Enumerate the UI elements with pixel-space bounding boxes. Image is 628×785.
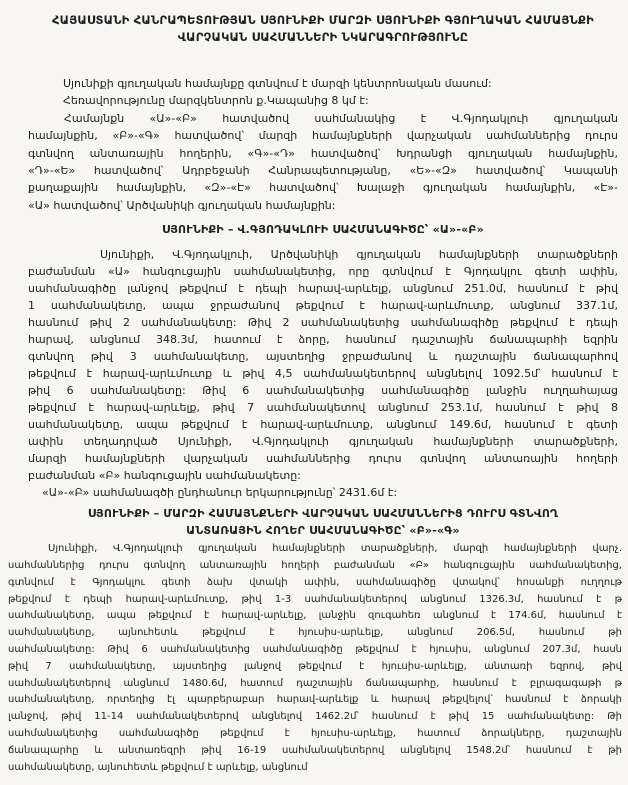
text-line: բաժանման «Բ» հանգուցային սահմանակետը: — [28, 469, 301, 483]
text-line: սահմանագիծը լանջով թեքվում է դեպի հարավ-արևելք, անցնում 251.0մ, հասնում է թիվ — [28, 282, 618, 296]
neighboring-communities-paragraph — [28, 110, 618, 214]
text-line: ճանապարհը և անտառեզրի թիվ 16-19 սահմանակետերով անցնելով 1548.2մ՝ հասնում է թի — [8, 744, 622, 756]
text-line: գտնվում է Գյոդակլու գետի ձախ վտակի ափին, սահմանագիծը վտակով՝ հոսանքի ուղղութ — [8, 576, 622, 588]
text-line: սահմաններից դուրս գտնվող անտառային հողերի բաժանման «Բ» հանգուցային սահմանակետից, — [8, 560, 622, 572]
text-line: հասնում թիվ 2 սահմանակետը: Թիվ 2 սահմանակետից սահմանագիծը թեքվում է դեպի — [28, 316, 618, 330]
text-line: սահմանակետը, այնուհետև թեքվում է հյուսիս-արևելք, անցնում 206.5մ, հասնում թի — [8, 627, 622, 639]
text-line: սահմանակետը, որտեղից էլ պարբերաբար հարավ-արևելք և հարավ թեքվելով՝ հասնում է ձորակի — [8, 694, 622, 706]
text-line: թեքվում է հարավ-արևմուտք և թիվ 4,5 սահմանակետերով անցնելով 1092.5մ՝ հասնում է — [28, 367, 618, 381]
section1-heading: ՍՅՈՒՆԻՔԻ – Վ.ԳՅՈԴԱԿԼՈՒԻ ՍԱՀՄԱՆԱԳԻԾԸ՝ «Ա»-«Բ» — [162, 223, 484, 237]
section2-border-description-paragraph — [8, 541, 622, 776]
document-title — [28, 12, 618, 46]
text-line: մարզի համայնքների վարչական սահմաններից դուրս գտնվող անտառային հողերի — [28, 452, 618, 466]
text-line: քաղաքային համայնքին, «Զ»-«Է» հատվածով՝ Խալաջի գյուղական համայնքին, «Է»- — [28, 181, 618, 195]
text-line: գտնվող թիվ 3 սահմանակետը, այստեղից ջրբաժանով և դաշտային ճանապարհով — [28, 350, 618, 364]
text-line: թեքվում է դեպի հարավ-արևմուտք, թիվ 1-3 սահմանակետերով անցնում 1326.3մ, հասնում է թ — [8, 593, 622, 605]
text-line: հարավ, անցնում 348.3մ, հատում է ձորը, հասնում դաշտային ճանապարհի եզրին — [28, 333, 618, 347]
text-line: սահմանակետը, ապա թեքվում է հարավ-արևմուտք, անցնում 149.6մ, հասնում է գետի — [28, 418, 618, 432]
text-line: գտնվող անտառային հողերին, «Գ»-«Դ» հատվածով՝ Խդրանցի գյուղական համայնքին, — [28, 146, 618, 160]
text-line: բաժանման «Ա» հանգուցային սահմանակետից, որը գտնվում է Գյոդակլու գետի ափին, — [28, 265, 618, 279]
section1-total-length: «Ա»-«Բ» սահմանագծի ընդհանուր երկարությունը՝ 2431.6մ է: — [42, 486, 398, 500]
text-line: լանջով, թիվ 11-14 սահմանակետերով անցնելով 1462.2մ՝ հասնում է թիվ 15 սահմանակետը: Թի — [8, 711, 622, 723]
text-line: սահմանակետը, այնուհետև թեքվում է արևելք, անցնում — [8, 761, 308, 773]
text-line: ափին տեղադրված Սյունիքի, Վ.Գյոդակլուի գյուղական համայնքների տարածքների, — [28, 435, 618, 449]
text-line: սահմանակետերով անցնում 1480.6մ, հատում դաշտային ճանապարհը, հասնում է բլրագագաթի թ — [8, 677, 622, 689]
text-line: ԱՆՏԱՌԱՅԻՆ ՀՈՂԵՐ ՍԱՀՄԱՆԱԳԻԾԸ՝ «Բ»-«Գ» — [186, 524, 460, 538]
text-line: Սյունիքի գյուղական համայնքը գտնվում է մարզի կենտրոնական մասում: — [63, 77, 492, 90]
text-line: «Դ»-«Ե» հատվածով՝ Ադրբեջանի Հանրապետությանը, «Ե»-«Զ» հատվածով՝ Կապանի — [28, 164, 618, 178]
text-line: Համայնքն «Ա»-«Բ» հատվածով սահմանակից է Վ.Գյոդակլուի գյուղական — [64, 111, 618, 125]
text-line: 1 սահմանակետը, ապա ջրբաժանով թեքվում է հարավ-արևմուտք, անցնում 337.1մ, — [28, 299, 618, 313]
text-line: ՎԱՐՉԱԿԱՆ ՍԱՀՄԱՆՆԵՐԻ ՆԿԱՐԱԳՐՈՒԹՅՈՒՆԸ — [177, 30, 469, 44]
section1-border-description-paragraph — [28, 246, 618, 484]
text-line: Հեռավորությունը մարզկենտրոն ք.Կապանից 8 կմ է: — [63, 94, 369, 108]
text-line: սահմանակետից սահմանագիծը թեքվում է հյուսիս-արևելք, հատում ձորակները, դաշտային — [8, 728, 622, 740]
text-line: «Ա» հատվածով՝ Արծվանիկի գյուղական համայնքին: — [28, 198, 336, 212]
text-line: համայնքին, «Բ»-«Գ» հատվածով՝ մարզի համայնքների վարչական սահմաններից դուրս — [28, 129, 618, 143]
intro-paragraph — [28, 75, 618, 110]
text-line: ՍՅՈՒՆԻՔԻ – ՄԱՐԶԻ ՀԱՄԱՅՆՔՆԵՐԻ ՎԱՐՉԱԿԱՆ ՍԱՀՄԱՆՆԵՐԻՑ ԴՈՒՐՍ ԳՏՆՎՈՂ — [87, 507, 559, 521]
text-line: թեքվում է հարավ-արևելք, թիվ 7 սահմանակետով անցնում 253.1մ, հասնում է թիվ 8 — [28, 401, 618, 415]
text-line: Սյունիքի, Վ.Գյոդակլուի, Արծվանիկի գյուղական համայնքների տարածքների — [100, 248, 618, 262]
text-line: Սյունիքի, Վ.Գյոդակլուի գյուղական համայնքների տարածքների, մարզի համայնքների վարչ. — [48, 543, 622, 555]
section2-heading — [28, 505, 618, 539]
text-line: թիվ 7 սահմանակետը, այստեղից լանջով թեքվում է հյուսիս-արևելք, անտառի եզրով, թիվ — [8, 660, 622, 672]
text-line: սահմանակետը, ապա թեքվում է հարավ-արևելք, լանջին զուգահեռ անցնում է 174.6մ, հասնում է — [8, 610, 622, 622]
text-line: սահմանակետը: Թիվ 6 սահմանակետից սահմանագիծը թեքվում է հյուսիս, անցնում 207.3մ, հասն — [8, 644, 622, 656]
text-line: ՀԱՅԱՍՏԱՆԻ ՀԱՆՐԱՊԵՏՈՒԹՅԱՆ ՍՅՈՒՆԻՔԻ ՄԱՐԶԻ ՍՅՈՒՆԻՔԻ ԳՅՈՒՂԱԿԱՆ ՀԱՄԱՅՆՔԻ — [51, 13, 595, 27]
text-line: թիվ 6 սահմանակետը: Թիվ 6 սահմանակետից սահմանագիծը լանջին ուղղահայաց — [28, 384, 618, 398]
